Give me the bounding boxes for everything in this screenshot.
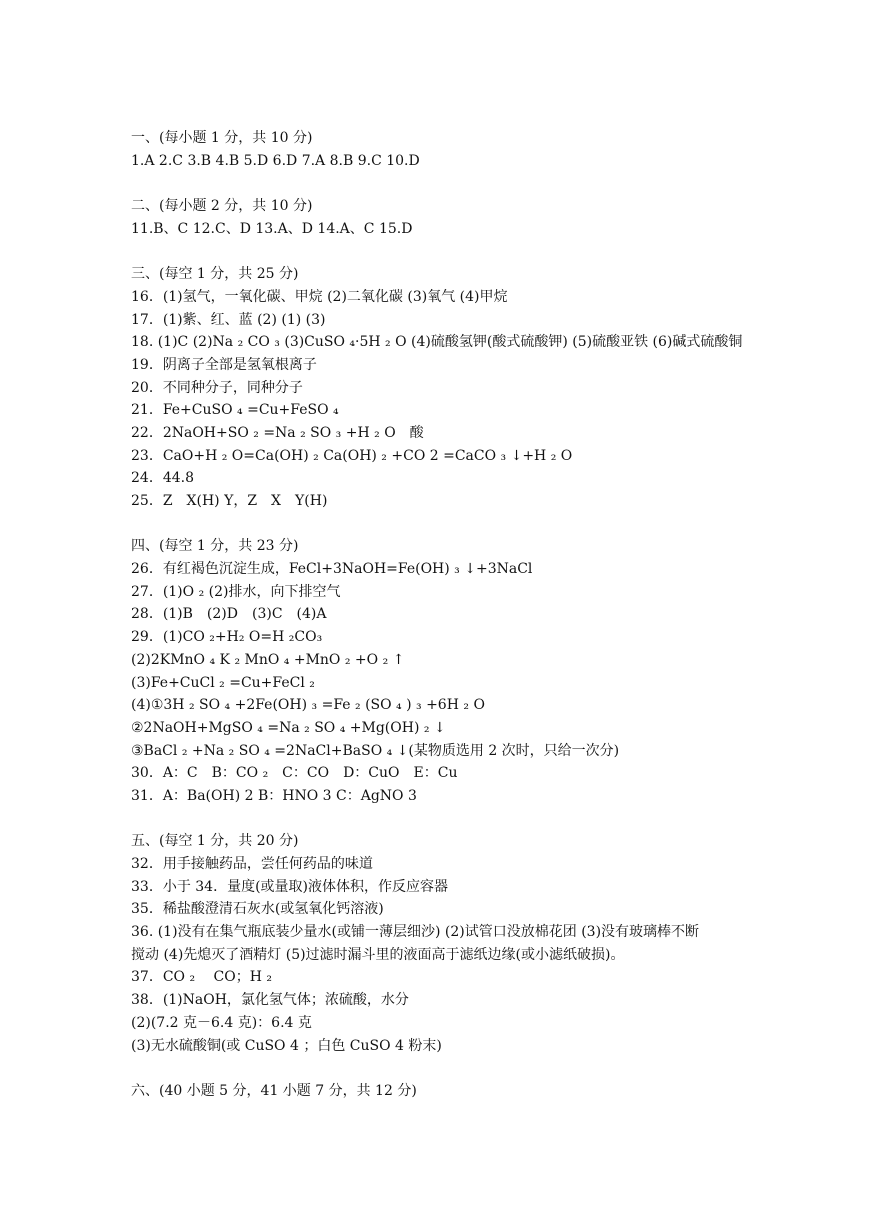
answer-line: (3)Fe+CuCl ₂ =Cu+FeCl ₂ bbox=[131, 674, 315, 691]
section-heading: 二、(每小题 2 分，共 10 分) bbox=[131, 198, 313, 215]
answer-line: 搅动 (4)先熄灭了酒精灯 (5)过滤时漏斗里的液面高于滤纸边缘(或小滤纸破损)。 bbox=[131, 946, 625, 963]
answer-line: 36. (1)没有在集气瓶底装少量水(或铺一薄层细沙) (2)试管口没放棉花团 (3)没有玻璃棒不断 bbox=[131, 924, 700, 941]
section-1 bbox=[131, 127, 751, 172]
answer-line: (2)2KMnO ₄ K ₂ MnO ₄ +MnO ₂ +O ₂ ↑ bbox=[131, 651, 405, 668]
answer-line: 30．A：C B：CO ₂ C：CO D：CuO E：Cu bbox=[131, 765, 458, 782]
answer-line: 32．用手接触药品，尝任何药品的味道 bbox=[131, 856, 373, 872]
section-6 bbox=[131, 1080, 751, 1103]
spacer bbox=[131, 1057, 751, 1080]
answer-line: 37．CO ₂ CO；H ₂ bbox=[131, 969, 272, 986]
answer-line: 25．Z X(H) Y，Z X Y(H) bbox=[131, 493, 328, 509]
answer-line: 22．2NaOH+SO ₂ =Na ₂ SO ₃ +H ₂ O 酸 bbox=[131, 424, 424, 441]
answer-line: ②2NaOH+MgSO ₄ =Na ₂ SO ₄ +Mg(OH) ₂ ↓ bbox=[131, 719, 446, 736]
answer-line: 20．不同种分子，同种分子 bbox=[131, 379, 303, 396]
answer-line: 38．(1)NaOH，氯化氢气体；浓硫酸，水分 bbox=[131, 992, 409, 1009]
answer-line: 21．Fe+CuSO ₄ =Cu+FeSO ₄ bbox=[131, 402, 339, 419]
answer-line: 33．小于 34．量度(或量取)液体体积，作反应容器 bbox=[131, 878, 449, 895]
answer-sheet bbox=[131, 127, 751, 1103]
answer-line: 24．44.8 bbox=[131, 470, 194, 487]
section-5 bbox=[131, 830, 751, 1057]
answer-line: (4)①3H ₂ SO ₄ +2Fe(OH) ₃ =Fe ₂ (SO ₄ ) ₃ +6H ₂ O bbox=[131, 697, 485, 714]
answer-line: 31．A：Ba(OH) 2 B：HNO 3 C：AgNO 3 bbox=[131, 787, 417, 804]
answer-line: 23．CaO+H ₂ O=Ca(OH) ₂ Ca(OH) ₂ +CO 2 =CaCO ₃ ↓+H ₂ O bbox=[131, 447, 573, 464]
answer-line: 18. (1)C (2)Na ₂ CO ₃ (3)CuSO ₄·5H ₂ O (4)硫酸氢钾(酸式硫酸钾) (5)硫酸亚铁 (6)碱式硫酸铜 bbox=[131, 334, 743, 351]
spacer bbox=[131, 808, 751, 831]
answer-line: 16．(1)氢气，一氧化碳、甲烷 (2)二氧化碳 (3)氧气 (4)甲烷 bbox=[131, 288, 508, 305]
answer-line: 1.A 2.C 3.B 4.B 5.D 6.D 7.A 8.B 9.C 10.D bbox=[131, 152, 420, 169]
spacer bbox=[131, 513, 751, 536]
answer-line: (3)无水硫酸铜(或 CuSO 4 ；白色 CuSO 4 粉末) bbox=[131, 1037, 442, 1054]
section-3 bbox=[131, 263, 751, 513]
answer-line: 11.B、C 12.C、D 13.A、D 14.A、C 15.D bbox=[131, 220, 413, 237]
answer-line: 26．有红褐色沉淀生成，FeCl+3NaOH=Fe(OH) ₃ ↓+3NaCl bbox=[131, 561, 533, 578]
section-heading: 六、(40 小题 5 分，41 小题 7 分，共 12 分) bbox=[131, 1082, 417, 1099]
answer-line: 17．(1)紫、红、蓝 (2) (1) (3) bbox=[131, 311, 326, 328]
spacer bbox=[131, 172, 751, 195]
answer-line: 28．(1)B (2)D (3)C (4)A bbox=[131, 606, 327, 623]
answer-line: (2)(7.2 克－6.4 克)：6.4 克 bbox=[131, 1014, 312, 1031]
section-2 bbox=[131, 195, 751, 240]
section-heading: 三、(每空 1 分，共 25 分) bbox=[131, 266, 299, 283]
section-heading: 一、(每小题 1 分，共 10 分) bbox=[131, 130, 313, 146]
section-heading: 四、(每空 1 分，共 23 分) bbox=[131, 538, 299, 555]
spacer bbox=[131, 240, 751, 263]
answer-line: ③BaCl ₂ +Na ₂ SO ₄ =2NaCl+BaSO ₄ ↓(某物质选用 2 次时，只给一次分) bbox=[131, 742, 620, 759]
section-4 bbox=[131, 535, 751, 807]
answer-line: 29．(1)CO ₂+H₂ O=H ₂CO₃ bbox=[131, 629, 323, 646]
answer-line: 27．(1)O ₂ (2)排水，向下排空气 bbox=[131, 583, 341, 600]
answer-line: 35．稀盐酸澄清石灰水(或氢氧化钙溶液) bbox=[131, 901, 384, 918]
answer-line: 19．阴离子全部是氢氧根离子 bbox=[131, 356, 317, 373]
section-heading: 五、(每空 1 分，共 20 分) bbox=[131, 833, 299, 850]
